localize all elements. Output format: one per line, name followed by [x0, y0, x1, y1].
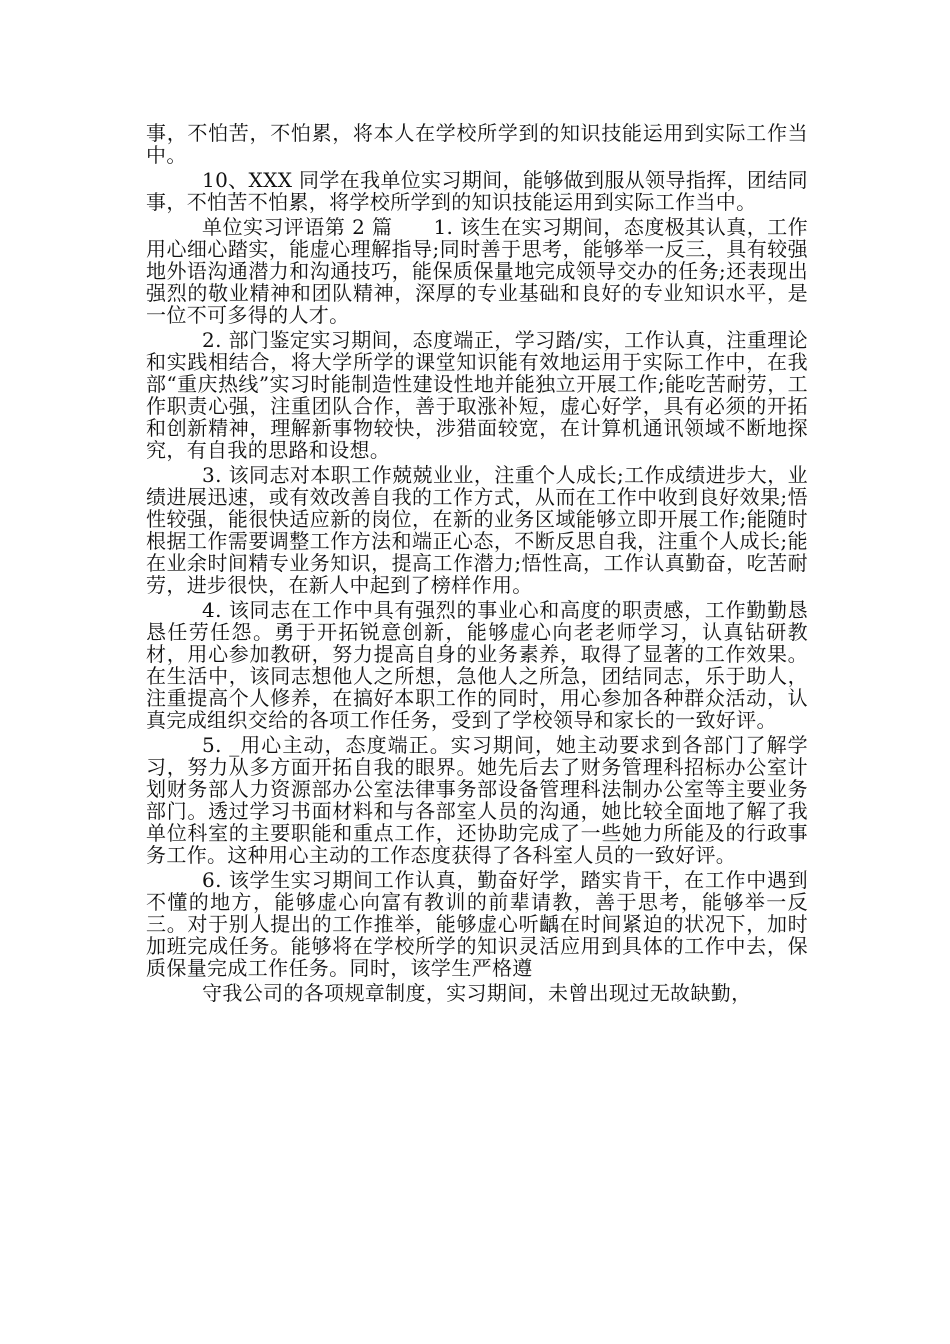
paragraph-section-2-item-1: 单位实习评语第 2 篇 1. 该生在实习期间，态度极其认真，工作用心细心踏实，能虚心理解指导;同时善于思考，能够举一反三，具有较强地外语沟通潜力和沟通技巧，能保质保量地完成领导交办的任务;还表现出强烈的敬业精神和团队精神，深厚的专业基础和良好的专业知识水平，是一位不可多得的人才。 — [146, 215, 808, 327]
document-body — [146, 122, 808, 1007]
paragraph-trailing: 守我公司的各项规章制度，实习期间，未曾出现过无故缺勤， — [202, 981, 752, 1005]
paragraph-item-4: 4. 该同志在工作中具有强烈的事业心和高度的职责感，工作勤勤恳恳任劳任怨。勇于开拓锐意创新，能够虚心向老老师学习，认真钻研教材，用心参加教研，努力提高自身的业务素养，取得了显著的工作效果。在生活中，该同志想他人之所想，急他人之所急，团结同志，乐于助人，注重提高个人修养，在搞好本职工作的同时，用心参加各种群众活动，认真完成组织交给的各项工作任务，受到了学校领导和家长的一致好评。 — [146, 598, 808, 732]
paragraph-item-3: 3. 该同志对本职工作兢兢业业，注重个人成长;工作成绩进步大，业绩进展迅速，或有效改善自我的工作方式，从而在工作中收到良好效果;悟性较强，能很快适应新的岗位，在新的业务区域能够立即开展工作;能随时根据工作需要调整工作方法和端正心态，不断反思自我，注重个人成长;能在业余时间精专业务知识，提高工作潜力;悟性高，工作认真勤奋，吃苦耐劳，进步很快，在新人中起到了榜样作用。 — [146, 463, 808, 597]
paragraph-item-10: 10、XXX 同学在我单位实习期间，能够做到服从领导指挥，团结同事，不怕苦不怕累，将学校所学到的知识技能运用到实际工作当中。 — [146, 168, 808, 214]
paragraph-item-5: 5. _用心主动，态度端正。实习期间，她主动要求到各部门了解学习，努力从多方面开拓自我的眼界。她先后去了财务管理科招标办公室计划财务部人力资源部办公室法律事务部设备管理科法制办公室等主要业务部门。透过学习书面材料和与各部室人员的沟通，她比较全面地了解了我单位科室的主要职能和重点工作，还协助完成了一些她力所能及的行政事务工作。这种用心主动的工作态度获得了各科室人员的一致好评。 — [146, 733, 808, 867]
paragraph-item-6: 6. 该学生实习期间工作认真，勤奋好学，踏实肯干，在工作中遇到不懂的地方，能够虚心向富有教训的前辈请教，善于思考，能够举一反三。对于别人提出的工作推举，能够虚心听齲在时间紧迫的状况下，加时加班完成任务。能够将在学校所学的知识灵活应用到具体的工作中去，保质保量完成工作任务。同时，该学生严格遵 — [146, 868, 808, 980]
paragraph-item-2: 2. 部门鉴定实习期间，态度端正，学习踏/实，工作认真，注重理论和实践相结合，将大学所学的课堂知识能有效地运用于实际工作中，在我部“重庆热线”实习时能制造性建设性地并能独立开展工作;能吃苦耐劳，工作职责心强，注重团队合作，善于取涨补短，虚心好学，具有必须的开拓和创新精神，理解新事物较快，涉猎面较宽，在计算机通讯领域不断地探究，有自我的思路和设想。 — [146, 328, 808, 462]
paragraph-continuation: 事，不怕苦，不怕累，将本人在学校所学到的知识技能运用到实际工作当中。 — [146, 121, 808, 167]
